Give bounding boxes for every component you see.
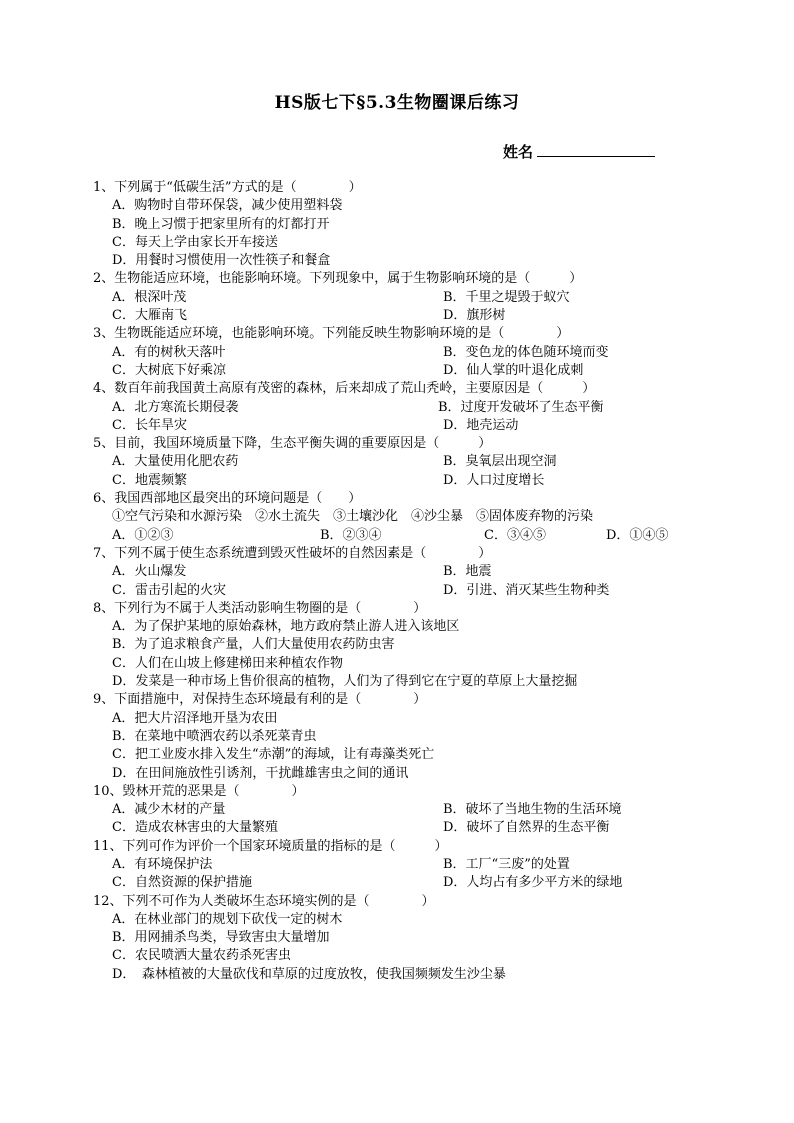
question-1-option-d: D．用餐时习惯使用一次性筷子和餐盒 — [112, 253, 331, 269]
question-6-option-b: B．②③④ — [320, 527, 382, 543]
question-2-option-c: C．大雁南飞 — [112, 308, 187, 324]
question-12-option-b: B．用网捕杀鸟类，导致害虫大量增加 — [112, 930, 330, 946]
question-3-option-a: A．有的树秋天落叶 — [112, 344, 226, 360]
question-12-stem: 12、下列不可作为人类破坏生态环境实例的是（ ） — [93, 893, 435, 909]
question-10-option-b: B．破坏了当地生物的生活环境 — [443, 802, 622, 818]
question-3-stem: 3、生物既能适应环境，也能影响环境。下列能反映生物影响环境的是（ ） — [93, 326, 570, 342]
question-6-option-d: D．①④⑤ — [606, 527, 669, 543]
question-9-option-a: A．把大片沼泽地开垦为农田 — [112, 710, 278, 726]
question-1-option-a: A．购物时自带环保袋，减少使用塑料袋 — [112, 198, 343, 214]
question-1-option-c: C．每天上学由家长开车接送 — [112, 234, 278, 250]
question-6-choices-text: ①空气污染和水源污染 ②水土流失 ③土壤沙化 ④沙尘暴 ⑤固体废弃物的污染 — [112, 509, 594, 525]
question-10-option-d: D．破坏了自然界的生态平衡 — [443, 820, 610, 836]
question-5-option-c: C．地震频繁 — [112, 472, 187, 488]
question-4-option-d: D．地壳运动 — [443, 417, 519, 433]
question-9-option-c: C．把工业废水排入发生“赤潮”的海域，让有毒藻类死亡 — [112, 747, 435, 763]
question-7-option-b: B．地震 — [443, 564, 492, 580]
question-11-option-d: D．人均占有多少平方米的绿地 — [443, 875, 623, 891]
question-11-option-a: A．有环境保护法 — [112, 856, 213, 872]
question-6-option-a: A．①②③ — [112, 527, 174, 543]
question-1-stem: 1、下列属于“低碳生活”方式的是（ ） — [93, 180, 362, 195]
question-8-option-d: D．发菜是一种市场上售价很高的植物，人们为了得到它在宁夏的草原上大量挖掘 — [112, 674, 578, 690]
question-5-option-d: D．人口过度增长 — [443, 472, 545, 488]
question-1-option-b: B．晚上习惯于把家里所有的灯都打开 — [112, 216, 330, 232]
question-11-option-b: B．工厂“三废”的处置 — [443, 856, 570, 872]
question-5-stem: 5、目前，我国环境质量下降，生态平衡失调的重要原因是（ ） — [93, 436, 492, 452]
question-9-stem: 9、下面措施中，对保持生态环境最有利的是（ ） — [93, 692, 427, 708]
question-9-option-d: D．在田间施放性引诱剂，干扰雌雄害虫之间的通讯 — [112, 765, 409, 781]
question-10-stem: 10、毁林开荒的恶果是（ ） — [93, 783, 305, 799]
question-8-option-b: B．为了追求粮食产量，人们大量使用农药防虫害 — [112, 637, 395, 653]
question-7-stem: 7、下列不属于使生态系统遭到毁灭性破坏的自然因素是（ ） — [93, 545, 492, 561]
question-10-option-c: C．造成农林害虫的大量繁殖 — [112, 820, 278, 836]
question-7-option-a: A．火山爆发 — [112, 564, 187, 580]
question-7-option-c: C．雷击引起的火灾 — [112, 582, 226, 598]
question-3-option-c: C．大树底下好乘凉 — [112, 362, 226, 378]
question-2-stem: 2、生物能适应环境，也能影响环境。下列现象中，属于生物影响环境的是（ ） — [93, 271, 583, 287]
question-7-option-d: D．引进、消灭某些生物种类 — [443, 582, 610, 598]
question-5-option-b: B．臭氧层出现空洞 — [443, 454, 557, 470]
question-11-option-c: C．自然资源的保护措施 — [112, 875, 252, 891]
question-12-option-c: C．农民喷洒大量农药杀死害虫 — [112, 948, 291, 964]
question-10-option-a: A．减少木材的产量 — [112, 802, 226, 818]
question-8-stem: 8、下列行为不属于人类活动影响生物圈的是（ ） — [93, 600, 427, 616]
name-label: 姓名 — [503, 143, 534, 161]
page-title: HS版七下§5.3生物圈课后练习 — [274, 93, 520, 113]
question-3-option-d: D．仙人掌的叶退化成刺 — [443, 362, 584, 378]
question-12-option-d: D． 森林植被的大量砍伐和草原的过度放牧，使我国频频发生沙尘暴 — [112, 966, 506, 982]
question-4-option-b: B．过度开发破坏了生态平衡 — [438, 399, 604, 415]
question-4-stem: 4、数百年前我国黄土高原有茂密的森林，后来却成了荒山秃岭，主要原因是（ ） — [93, 381, 596, 397]
question-2-option-b: B．千里之堤毁于蚁穴 — [443, 289, 570, 305]
question-12-option-a: A．在林业部门的规划下砍伐一定的树木 — [112, 911, 343, 927]
question-11-stem: 11、下列可作为评价一个国家环境质量的指标的是（ ） — [93, 838, 448, 854]
question-3-option-b: B．变色龙的体色随环境而变 — [443, 344, 609, 360]
question-5-option-a: A．大量使用化肥农药 — [112, 454, 239, 470]
question-2-option-a: A．根深叶茂 — [112, 289, 187, 305]
question-8-option-a: A．为了保护某地的原始森林，地方政府禁止游人进入该地区 — [112, 619, 460, 635]
name-blank-line[interactable] — [537, 142, 655, 157]
question-2-option-d: D．旗形树 — [443, 308, 506, 324]
question-list — [93, 179, 693, 984]
question-9-option-b: B．在菜地中喷洒农药以杀死菜青虫 — [112, 728, 317, 744]
question-4-option-c: C．长年旱灾 — [112, 417, 187, 433]
name-field — [503, 141, 655, 162]
question-8-option-c: C．人们在山坡上修建梯田来种植农作物 — [112, 655, 343, 671]
question-6-stem: 6、我国西部地区最突出的环境问题是（ ） — [93, 491, 362, 507]
question-6-option-c: C．③④⑤ — [484, 527, 546, 543]
question-4-option-a: A．北方寒流长期侵袭 — [112, 399, 239, 415]
